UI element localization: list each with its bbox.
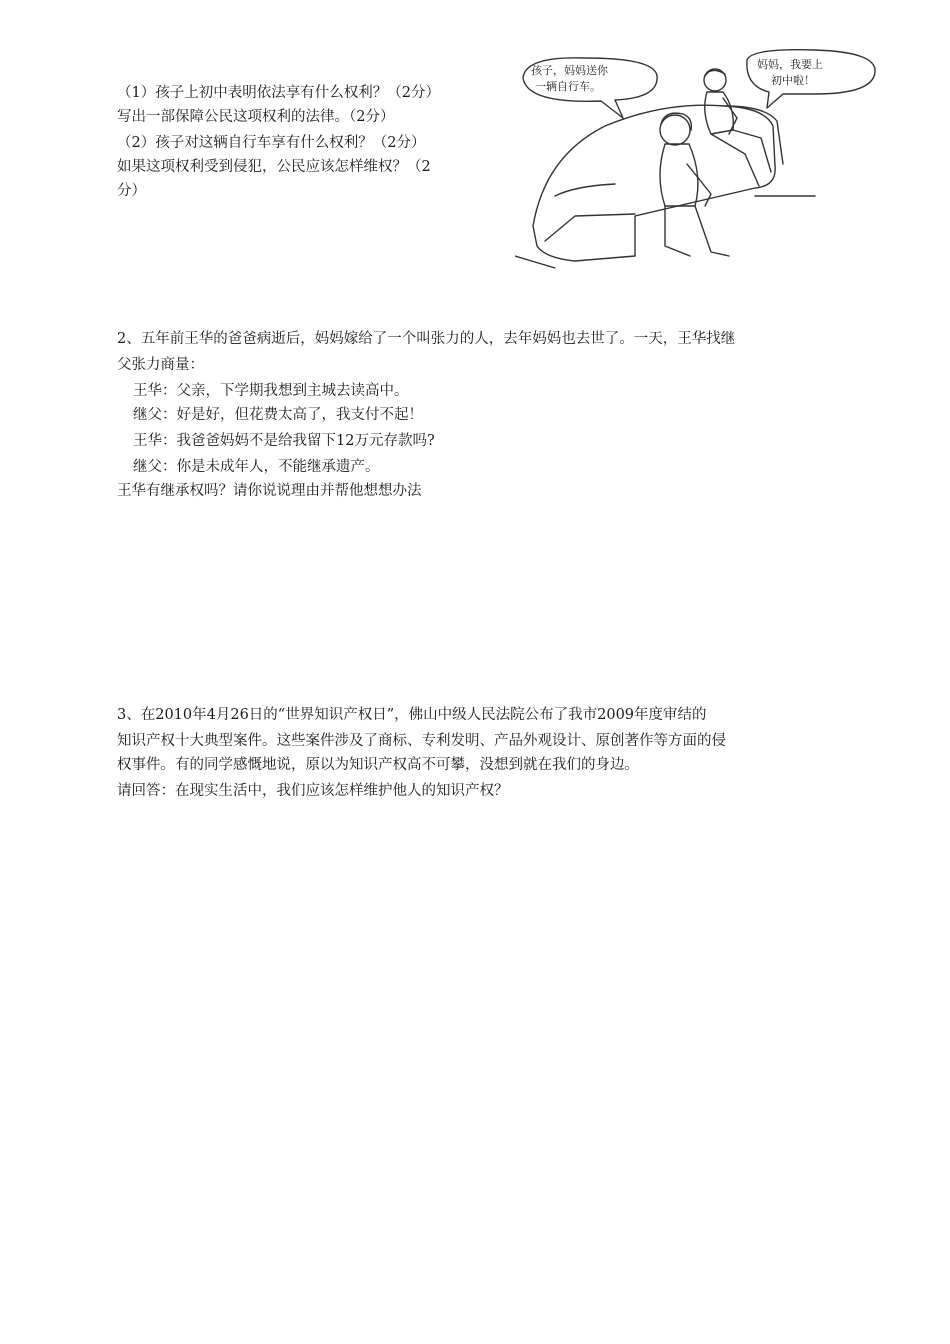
q1-line-3: （2）孩子对这辆自行车享有什么权利？（2分） (117, 135, 426, 151)
child-body (705, 92, 734, 134)
q3-line-3: 权事件。有的同学感慨地说，原以为知识产权高不可攀，没想到就在我们的身边。 (117, 757, 639, 773)
mother-bubble-line-1: 孩子，妈妈送你 (531, 64, 608, 77)
q2-dialogue-1: 王华：父亲，下学期我想到主城去读高中。 (133, 383, 409, 399)
q2-line-2: 父张力商量： (117, 357, 204, 373)
q1-line-4: 如果这项权利受到侵犯，公民应该怎样维权？（2 (117, 159, 431, 175)
child-bubble-line-1: 妈妈，我要上 (757, 58, 823, 71)
mother-body (660, 144, 698, 206)
mother-bubble-line-2: 一辆自行车。 (535, 80, 601, 93)
q2-dialogue-3: 王华：我爸爸妈妈不是给我留下12万元存款吗? (133, 433, 435, 449)
q3-question: 请回答：在现实生活中，我们应该怎样维护他人的知识产权？ (117, 783, 509, 799)
q1-line-1: （1）孩子上初中表明依法享有什么权利？（2分） (117, 85, 440, 101)
cartoon-illustration (515, 46, 885, 271)
sofa (533, 105, 775, 261)
q2-line-1: 2、五年前王华的爸爸病逝后，妈妈嫁给了一个叫张力的人，去年妈妈也去世了。一天，王华找继 (117, 331, 736, 347)
child-bubble-line-2: 初中啦！ (771, 74, 815, 87)
q3-line-2: 知识产权十大典型案件。这些案件涉及了商标、专利发明、产品外观设计、原创著作等方面的侵 (117, 733, 726, 749)
q2-dialogue-2: 继父：好是好，但花费太高了，我支付不起！ (133, 407, 423, 423)
q2-question: 王华有继承权吗？请你说说理由并帮他想想办法 (117, 483, 422, 499)
q1-line-5: 分） (117, 183, 146, 199)
q1-line-2: 写出一部保障公民这项权利的法律。（2分） (117, 109, 395, 125)
mother-head (660, 115, 690, 145)
q2-dialogue-4: 继父：你是未成年人，不能继承遗产。 (133, 459, 380, 475)
q3-line-1: 3、在2010年4月26日的“世界知识产权日”，佛山中级人民法院公布了我市2009年度审结的 (117, 707, 707, 723)
